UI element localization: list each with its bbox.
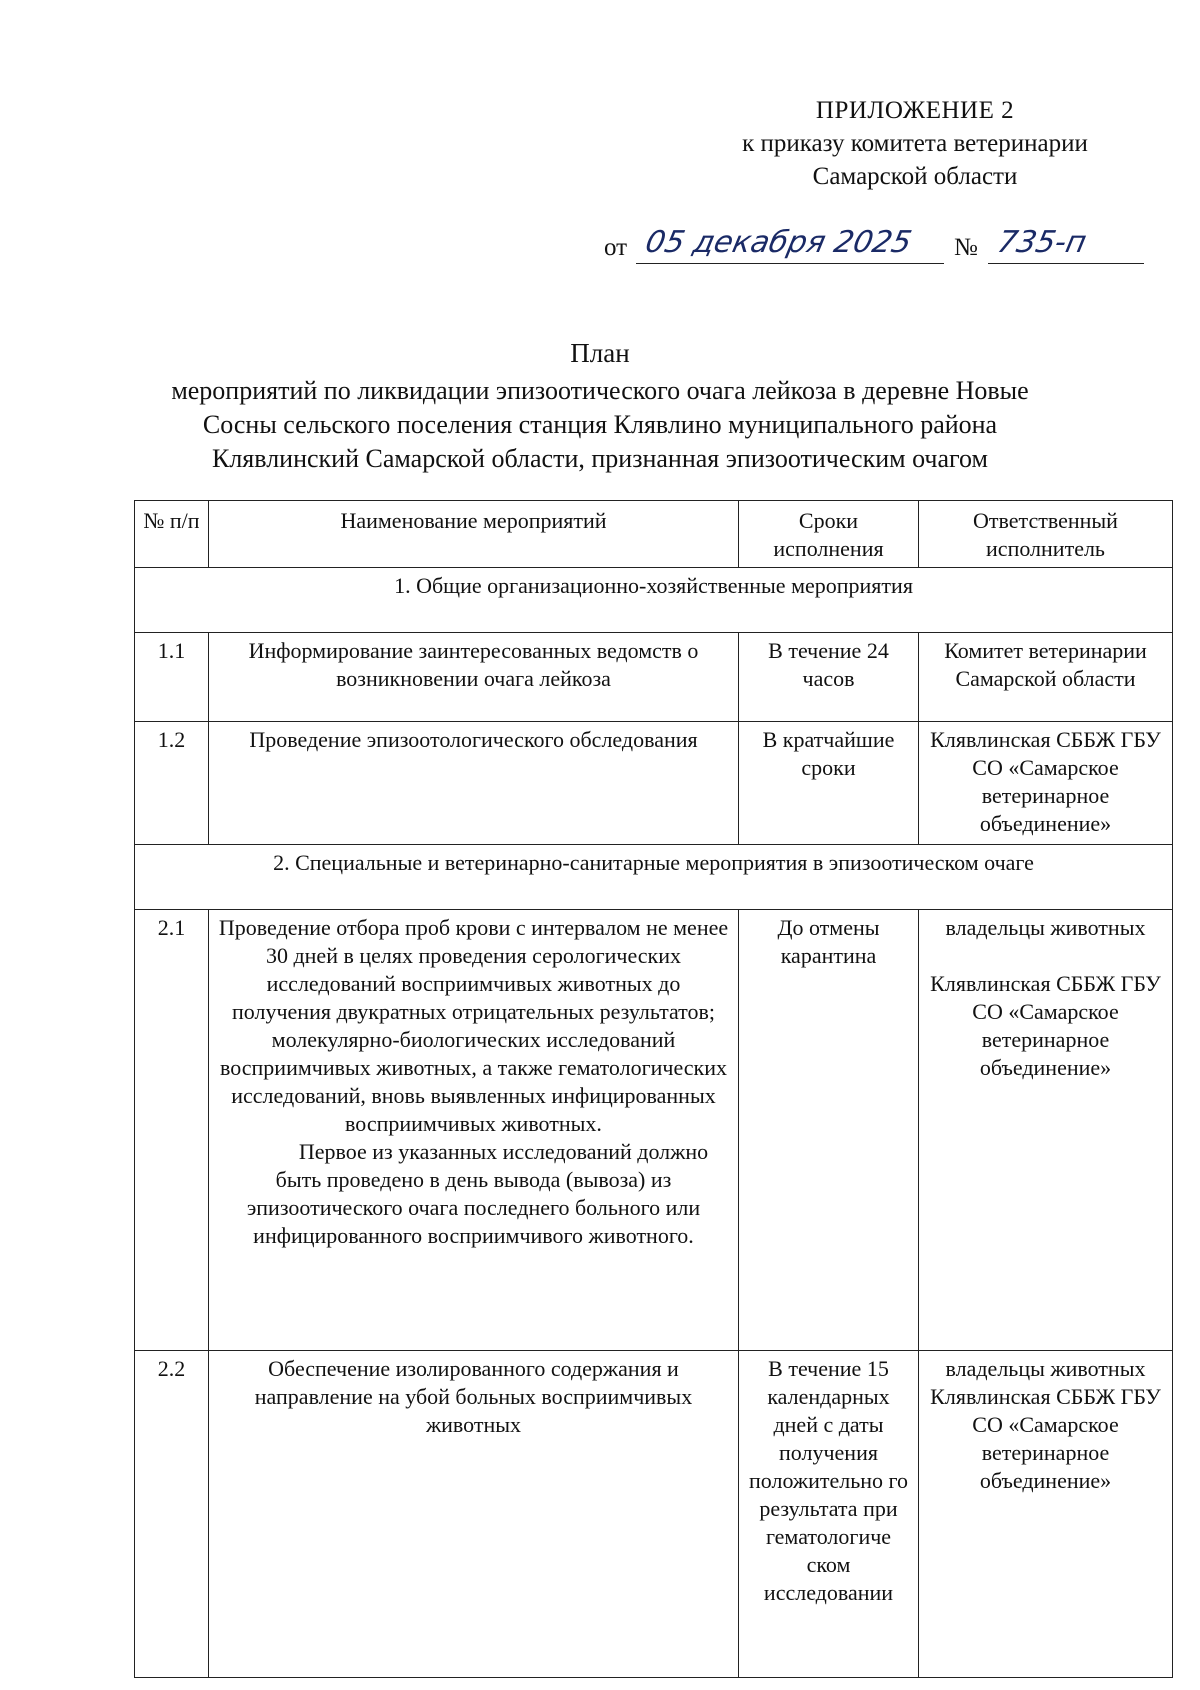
row-responsible: владельцы животных Клявлинская СББЖ ГБУ СО «Самарское ветеринарное объединение» — [919, 1351, 1173, 1678]
plan-heading: План — [570, 338, 630, 368]
table-row — [135, 910, 1173, 1351]
header-responsible: Ответственный исполнитель — [919, 501, 1173, 568]
handwritten-date: 05 декабря 2025 — [642, 225, 915, 260]
row-name-paragraph-2: Первое из указанных исследований должно быть проведено в день вывода (вывоза) из эпизоотического очага последнего больного или инфицированного восприимчивого животного. — [246, 1139, 709, 1248]
row-num: 2.1 — [135, 910, 209, 1351]
measures-table — [134, 500, 1173, 1678]
section-title: 2. Специальные и ветеринарно-санитарные мероприятия в эпизоотическом очаге — [135, 845, 1173, 910]
handwritten-number: 735-п — [994, 225, 1090, 260]
header-term: Сроки исполнения — [739, 501, 919, 568]
section-row — [135, 845, 1173, 910]
appendix-title: ПРИЛОЖЕНИЕ 2 — [815, 97, 1015, 124]
row-name: Обеспечение изолированного содержания и направление на убой больных восприимчивых животных — [209, 1351, 739, 1678]
row-name: Проведение отбора проб крови с интервалом не менее 30 дней в целях проведения серологических исследований восприимчивых животных до получения двукратных отрицательных результатов; молекулярно-биологических исследований восприимчивых животных, а также гематологических исследований, вновь выявленных инфицированных восприимчивых животных. — [218, 915, 729, 1136]
appendix-line-2: Самарской области — [812, 163, 1018, 190]
plan-subtitle: мероприятий по ликвидации эпизоотического очага лейкоза в деревне Новые Сосны сельского поселения станция Клявлино муниципального района Клявлинский Самарской области, признанная эпизоотическим очагом — [171, 376, 1029, 473]
row-term: В течение 15 календарных дней с даты получения положительно го результата при гематологиче ском исследовании — [739, 1351, 919, 1678]
row-num: 2.2 — [135, 1351, 209, 1678]
row-responsible: владельцы животных — [945, 915, 1146, 940]
row-num: 1.1 — [135, 633, 209, 722]
plan-title-block — [150, 336, 1050, 476]
table-row — [135, 633, 1173, 722]
row-num: 1.2 — [135, 722, 209, 845]
row-responsible-2: Клявлинская СББЖ ГБУ СО «Самарское ветеринарное объединение» — [930, 971, 1161, 1080]
from-label: от — [604, 234, 628, 261]
appendix-line-1: к приказу комитета ветеринарии — [742, 130, 1088, 157]
row-name: Проведение эпизоотологического обследования — [209, 722, 739, 845]
table-row — [135, 722, 1173, 845]
header-num: № п/п — [135, 501, 209, 568]
row-name: Информирование заинтересованных ведомств о возникновении очага лейкоза — [209, 633, 739, 722]
row-term: В течение 24 часов — [739, 633, 919, 722]
row-name-cell — [209, 910, 739, 1351]
row-term: В кратчайшие сроки — [739, 722, 919, 845]
table-row — [135, 1351, 1173, 1678]
number-label: № — [954, 234, 978, 261]
row-responsible: Комитет ветеринарии Самарской области — [919, 633, 1173, 722]
row-responsible-cell — [919, 910, 1173, 1351]
row-responsible: Клявлинская СББЖ ГБУ СО «Самарское ветеринарное объединение» — [919, 722, 1173, 845]
header-name: Наименование мероприятий — [209, 501, 739, 568]
order-dateline — [604, 226, 1164, 272]
table-header-row — [135, 501, 1173, 568]
section-title: 1. Общие организационно-хозяйственные мероприятия — [135, 568, 1173, 633]
section-row — [135, 568, 1173, 633]
appendix-block — [700, 94, 1130, 193]
row-term: До отмены карантина — [739, 910, 919, 1351]
